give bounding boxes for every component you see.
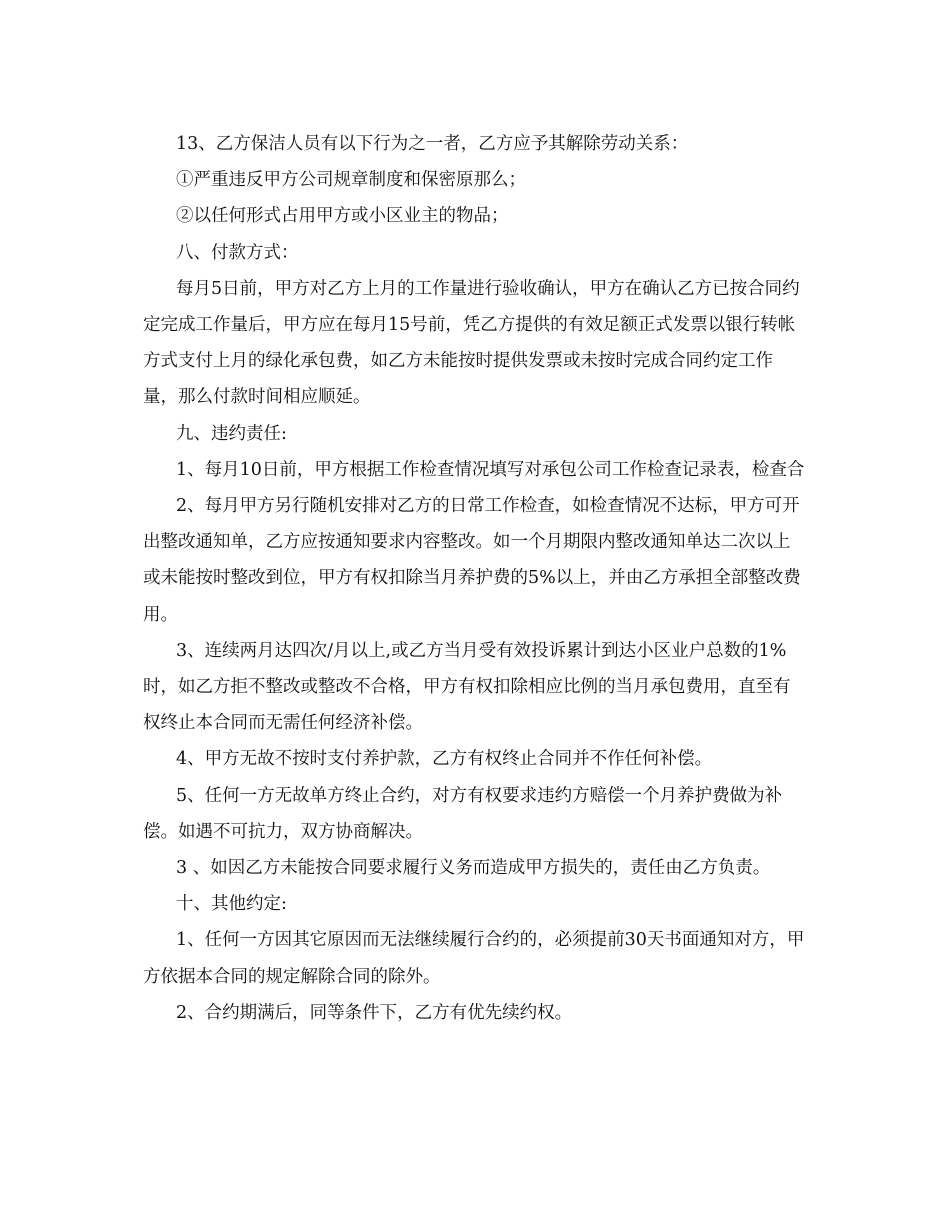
liability-clause-4: 4、甲方无故不按时支付养护款，乙方有权终止合同并不作任何补偿。	[176, 749, 713, 770]
section-heading-other: 十、其他约定:	[176, 894, 287, 915]
other-clause-1: 1、任何一方因其它原因而无法继续履行合约的，必须提前30天书面通知对方，甲方依据本合同的规定解除合同的除外。	[143, 930, 805, 987]
liability-clause-3: 3、连续两月达四次/月以上,或乙方当月受有效投诉累计到达小区业户总数的1%时，如乙方拒不整改或整改不合格，甲方有权扣除相应比例的当月承包费用，直至有权终止本合同而无需任何经济补偿。	[143, 640, 791, 734]
liability-clause-5: 5、任何一方无故单方终止合约，对方有权要求违约方赔偿一个月养护费做为补偿。如遇不可抗力，双方协商解决。	[143, 785, 783, 842]
liability-clause-3b: 3 、如因乙方未能按合同要求履行义务而造成甲方损失的，责任由乙方负责。	[176, 858, 771, 879]
dismissal-item-1: ①严重违反甲方公司规章制度和保密原那么；	[176, 170, 526, 191]
liability-clause-2: 2、每月甲方另行随机安排对乙方的日常工作检查，如检查情况不达标，甲方可开出整改通知单，乙方应按通知要求内容整改。如一个月期限内整改通知单达二次以上或未能按时整改到位，甲方有权扣除当月养护费的5%以上，并由乙方承担全部整改费用。	[143, 496, 801, 625]
other-clause-2: 2、合约期满后，同等条件下，乙方有优先续约权。	[176, 1002, 573, 1023]
section-heading-payment: 八、付款方式：	[176, 242, 299, 263]
document-body	[143, 126, 807, 1031]
payment-terms-paragraph: 每月5日前，甲方对乙方上月的工作量进行验收确认，甲方在确认乙方已按合同约定完成工作量后，甲方应在每月15号前，凭乙方提供的有效足额正式发票以银行转帐方式支付上月的绿化承包费，如乙方未能按时提供发票或未按时完成合同约定工作量，那么付款时间相应顺延。	[143, 278, 800, 408]
section-heading-liability: 九、违约责任:	[176, 423, 287, 444]
liability-clause-1: 1、每月10日前，甲方根据工作检查情况填写对承包公司工作检查记录表，检查合	[176, 459, 805, 480]
clause-13-dismissal: 13、乙方保洁人员有以下行为之一者，乙方应予其解除劳动关系：	[176, 134, 689, 154]
dismissal-item-2: ②以任何形式占用甲方或小区业主的物品；	[176, 206, 509, 227]
